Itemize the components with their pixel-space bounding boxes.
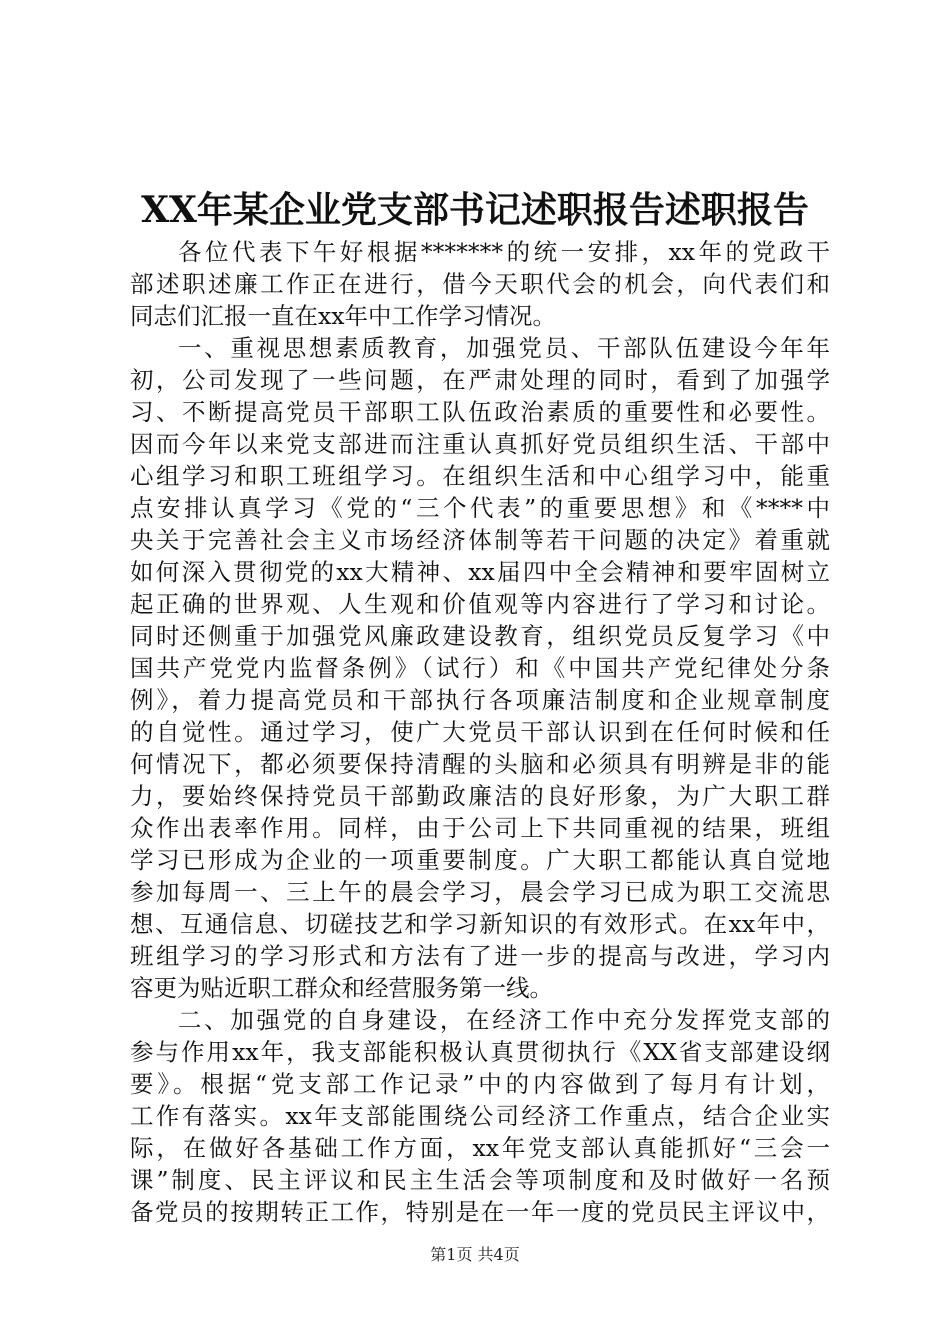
text-line: 心组学习和职工班组学习。在组织生活和中心组学习中，能重 bbox=[130, 462, 830, 490]
text-line: 二、加强党的自身建设，在经济工作中充分发挥党支部的 bbox=[178, 1006, 830, 1034]
text-line: 何情况下，都必须要保持清醒的头脑和必须具有明辨是非的能 bbox=[130, 750, 830, 778]
text-line: 央关于完善社会主义市场经济体制等若干问题的决定》着重就 bbox=[130, 526, 830, 554]
text-line: 同时还侧重于加强党风廉政建设教育，组织党员反复学习《中 bbox=[130, 622, 830, 650]
text-line: 的自觉性。通过学习，使广大党员干部认识到在任何时候和任 bbox=[130, 718, 830, 746]
text-line: 众作出表率作用。同样，由于公司上下共同重视的结果，班组 bbox=[130, 814, 830, 842]
text-line: 部述职述廉工作正在进行，借今天职代会的机会，向代表们和 bbox=[130, 270, 830, 298]
document-body bbox=[130, 236, 830, 1228]
text-line: 际，在做好各基础工作方面，xx年党支部认真能抓好“三会一 bbox=[130, 1134, 830, 1162]
text-line: 起正确的世界观、人生观和价值观等内容进行了学习和讨论。 bbox=[130, 590, 830, 618]
text-line: 班组学习的学习形式和方法有了进一步的提高与改进，学习内 bbox=[130, 942, 830, 970]
text-line: 学习已形成为企业的一项重要制度。广大职工都能认真自觉地 bbox=[130, 846, 830, 874]
text-line: 同志们汇报一直在xx年中工作学习情况。 bbox=[130, 302, 557, 330]
text-line: 备党员的按期转正工作，特别是在一年一度的党员民主评议中， bbox=[130, 1198, 830, 1226]
text-line: 要》。根据“党支部工作记录”中的内容做到了每月有计划， bbox=[130, 1070, 830, 1098]
text-line: 点安排认真学习《党的“三个代表”的重要思想》和《****中 bbox=[130, 494, 830, 522]
text-line: 习、不断提高党员干部职工队伍政治素质的重要性和必要性。 bbox=[130, 398, 830, 426]
text-line: 力，要始终保持党员干部勤政廉洁的良好形象，为广大职工群 bbox=[130, 782, 830, 810]
text-line: 因而今年以来党支部进而注重认真抓好党员组织生活、干部中 bbox=[130, 430, 830, 458]
text-line: 一、重视思想素质教育，加强党员、干部队伍建设今年年 bbox=[178, 334, 830, 362]
text-line: 工作有落实。xx年支部能围绕公司经济工作重点，结合企业实 bbox=[130, 1102, 830, 1130]
text-line: 例》，着力提高党员和干部执行各项廉洁制度和企业规章制度 bbox=[130, 686, 830, 714]
page-footer: 第1页 共4页 bbox=[430, 1245, 520, 1264]
text-line: 如何深入贯彻党的xx大精神、xx届四中全会精神和要牢固树立 bbox=[130, 558, 830, 586]
text-line: 参加每周一、三上午的晨会学习，晨会学习已成为职工交流思 bbox=[130, 878, 830, 906]
text-line: 初，公司发现了一些问题，在严肃处理的同时，看到了加强学 bbox=[130, 366, 830, 394]
text-line: 课”制度、民主评议和民主生活会等项制度和及时做好一名预 bbox=[130, 1166, 830, 1194]
text-line: 国共产党党内监督条例》（试行）和《中国共产党纪律处分条 bbox=[130, 654, 830, 682]
text-line: 各位代表下午好根据*******的统一安排，xx年的党政干 bbox=[178, 238, 830, 266]
text-line: 想、互通信息、切磋技艺和学习新知识的有效形式。在xx年中， bbox=[130, 910, 830, 938]
document-title: XX年某企业党支部书记述职报告述职报告 bbox=[141, 189, 809, 231]
text-line: 参与作用xx年，我支部能积极认真贯彻执行《XX省支部建设纲 bbox=[130, 1038, 830, 1066]
text-line: 容更为贴近职工群众和经营服务第一线。 bbox=[130, 974, 553, 1002]
